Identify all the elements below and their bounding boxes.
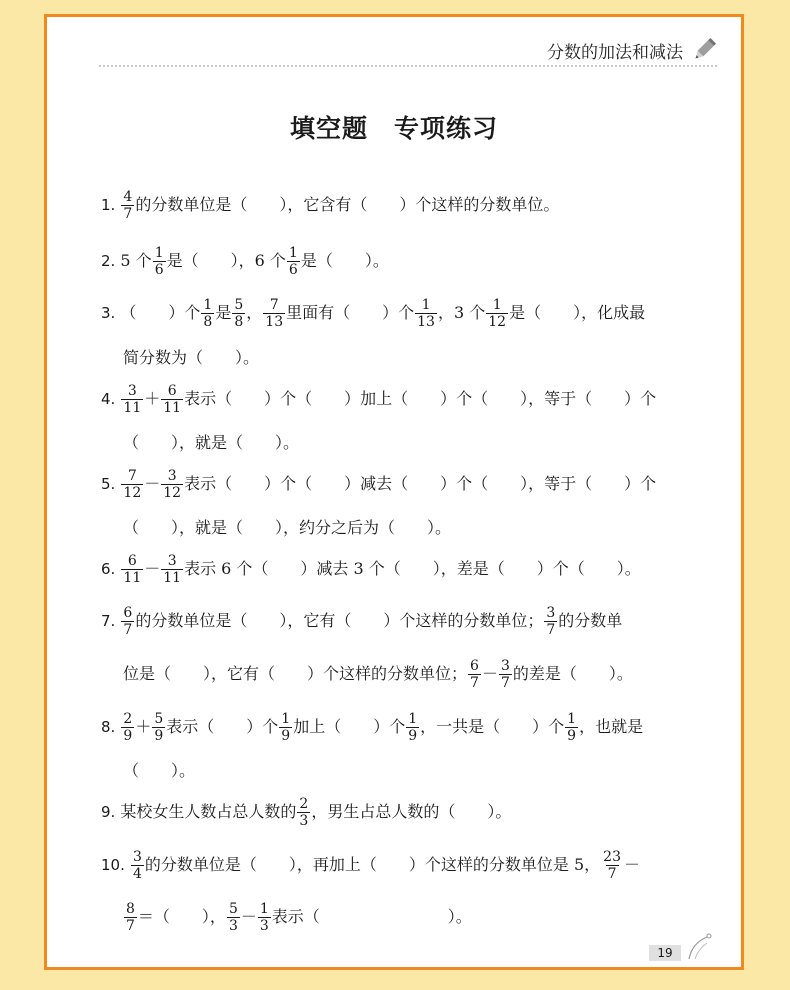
- question-number: 4.: [101, 390, 116, 408]
- numerator: 6: [123, 605, 133, 621]
- operator: ＋: [144, 389, 161, 408]
- denominator: 12: [123, 485, 142, 501]
- question-text: 5 个: [120, 251, 152, 270]
- fraction: [406, 711, 419, 744]
- fraction: [121, 553, 143, 586]
- question-9: [101, 796, 511, 829]
- question-text: 表示（ ）。: [271, 907, 472, 926]
- question-7-line-2: [123, 658, 633, 691]
- fraction: [601, 849, 623, 882]
- denominator: 3: [259, 918, 269, 934]
- question-text: 的差是（ ）。: [512, 664, 633, 683]
- operator: －: [481, 664, 498, 683]
- numerator: 6: [470, 658, 479, 674]
- numerator: 1: [408, 711, 418, 727]
- fraction: [131, 849, 144, 882]
- question-number: 5.: [101, 475, 116, 493]
- denominator: 11: [163, 400, 182, 416]
- numerator: 2: [299, 796, 309, 812]
- fraction: [297, 796, 310, 829]
- fraction: [124, 901, 137, 934]
- fraction: [263, 297, 285, 330]
- numerator: 5: [234, 297, 244, 313]
- question-text: 的分数单位是（ ），它含有（ ）个这样的分数单位。: [135, 195, 560, 214]
- numerator: 8: [126, 901, 135, 917]
- operator: ＋: [135, 717, 152, 736]
- question-text: 表示（ ）个（ ）减去（ ）个（ ），等于（ ）个: [184, 474, 657, 493]
- denominator: 6: [154, 262, 164, 278]
- fraction: [232, 297, 245, 330]
- question-text: （ ）个: [120, 303, 201, 322]
- numerator: 3: [167, 468, 177, 484]
- question-number: 1.: [101, 196, 116, 214]
- pencil-icon: [691, 37, 717, 63]
- question-text: 某校女生人数占总人数的: [120, 802, 297, 821]
- denominator: 7: [123, 622, 133, 638]
- denominator: 3: [299, 813, 309, 829]
- denominator: 9: [567, 728, 577, 744]
- fraction: [161, 468, 183, 501]
- question-10-line-2: [123, 901, 472, 934]
- question-text: 是（ ），化成最: [509, 303, 646, 322]
- question-text: 是（ ）。: [300, 251, 389, 270]
- chapter-title: 分数的加法和减法: [547, 42, 683, 63]
- question-text: 的分数单: [558, 611, 623, 630]
- question-text: 加上（ ）个: [293, 717, 406, 736]
- operator: －: [240, 907, 257, 926]
- question-1: [101, 189, 559, 222]
- question-text: 表示 6 个（ ）减去 3 个（ ），差是（ ）个（ ）。: [184, 559, 641, 578]
- question-3-line-2: 简分数为（ ）。: [123, 348, 260, 367]
- question-text: ＝（ ），: [137, 907, 226, 926]
- question-number: 2.: [101, 252, 116, 270]
- numerator: 1: [281, 711, 291, 727]
- denominator: 9: [123, 728, 133, 744]
- numerator: 3: [546, 605, 556, 621]
- denominator: 4: [132, 866, 142, 882]
- numerator: 3: [500, 658, 510, 674]
- fraction: [161, 383, 183, 416]
- denominator: 8: [234, 314, 244, 330]
- fraction: [121, 468, 143, 501]
- fraction: [287, 245, 300, 278]
- numerator: 1: [154, 245, 164, 261]
- denominator: 3: [228, 918, 238, 934]
- fraction: [153, 245, 166, 278]
- denominator: 11: [123, 400, 142, 416]
- numerator: 3: [127, 383, 137, 399]
- numerator: 1: [203, 297, 213, 313]
- worksheet-title: 填空题 专项练习: [289, 114, 498, 143]
- denominator: 7: [123, 206, 133, 222]
- fraction: [201, 297, 214, 330]
- question-text: ，男生占总人数的（ ）。: [311, 802, 512, 821]
- fraction: [121, 605, 134, 638]
- fraction: [468, 658, 481, 691]
- denominator: 8: [203, 314, 213, 330]
- denominator: 11: [123, 570, 142, 586]
- fraction: [121, 383, 143, 416]
- denominator: 13: [265, 314, 284, 330]
- question-10: [101, 849, 640, 882]
- numerator: 1: [421, 297, 431, 313]
- numerator: 6: [167, 383, 177, 399]
- page-number: 19: [649, 945, 681, 961]
- question-text: 里面有（ ）个: [286, 303, 415, 322]
- question-number: 6.: [101, 560, 116, 578]
- question-text: 的分数单位是（ ），它有（ ）个这样的分数单位；: [135, 611, 544, 630]
- fraction: [152, 711, 165, 744]
- header-divider: [99, 65, 717, 67]
- question-number: 3.: [101, 304, 116, 322]
- denominator: 7: [500, 675, 510, 691]
- numerator: 1: [288, 245, 298, 261]
- numerator: 1: [492, 297, 502, 313]
- worksheet-page: [44, 14, 744, 970]
- denominator: 13: [417, 314, 435, 330]
- question-8: [101, 711, 643, 744]
- question-text: 位是（ ），它有（ ）个这样的分数单位；: [123, 664, 468, 683]
- question-text: ，: [246, 303, 263, 322]
- fraction: [227, 901, 240, 934]
- numerator: 5: [154, 711, 164, 727]
- question-6: [101, 553, 641, 586]
- numerator: 3: [167, 553, 177, 569]
- fraction: [415, 297, 437, 330]
- question-4-line-2: （ ），就是（ ）。: [123, 433, 300, 452]
- fraction: [565, 711, 578, 744]
- swirl-decoration-icon: [685, 931, 715, 961]
- operator: －: [144, 559, 161, 578]
- question-text: ，一共是（ ）个: [420, 717, 565, 736]
- question-text: ，也就是: [579, 717, 644, 736]
- denominator: 7: [607, 866, 617, 882]
- denominator: 11: [163, 570, 182, 586]
- question-2: [101, 245, 389, 278]
- question-text: 是: [215, 303, 232, 322]
- denominator: 6: [288, 262, 298, 278]
- numerator: 2: [123, 711, 133, 727]
- denominator: 9: [281, 728, 291, 744]
- question-number: 9.: [101, 803, 116, 821]
- question-4: [101, 383, 656, 416]
- fraction: [258, 901, 271, 934]
- numerator: 3: [132, 849, 142, 865]
- numerator: 6: [127, 553, 137, 569]
- question-8-line-2: （ ）。: [123, 761, 196, 780]
- denominator: 7: [470, 675, 479, 691]
- question-text: 表示（ ）个（ ）加上（ ）个（ ），等于（ ）个: [184, 389, 657, 408]
- fraction: [279, 711, 292, 744]
- numerator: 1: [259, 901, 269, 917]
- fraction: [161, 553, 183, 586]
- numerator: 7: [269, 297, 279, 313]
- numerator: 1: [567, 711, 577, 727]
- question-7: [101, 605, 622, 638]
- question-number: 10.: [101, 856, 125, 874]
- fraction: [544, 605, 557, 638]
- fraction: [121, 189, 134, 222]
- denominator: 9: [154, 728, 164, 744]
- question-5: [101, 468, 656, 501]
- denominator: 7: [126, 918, 135, 934]
- fraction: [499, 658, 512, 691]
- page-header: [547, 37, 717, 63]
- question-3: [101, 297, 645, 330]
- denominator: 12: [488, 314, 507, 330]
- question-text: ，3 个: [437, 303, 486, 322]
- numerator: 5: [228, 901, 238, 917]
- question-number: 8.: [101, 718, 116, 736]
- denominator: 12: [163, 485, 182, 501]
- denominator: 9: [408, 728, 418, 744]
- question-number: 7.: [101, 612, 116, 630]
- fraction: [486, 297, 508, 330]
- operator: －: [623, 855, 640, 874]
- numerator: 7: [127, 468, 137, 484]
- numerator: 4: [123, 189, 133, 205]
- numerator: 23: [603, 849, 621, 865]
- fraction: [121, 711, 134, 744]
- question-text: 是（ ），6 个: [166, 251, 286, 270]
- denominator: 7: [546, 622, 556, 638]
- operator: －: [144, 474, 161, 493]
- question-5-line-2: （ ），就是（ ），约分之后为（ ）。: [123, 518, 452, 537]
- question-text: 表示（ ）个: [166, 717, 279, 736]
- question-text: 的分数单位是（ ），再加上（ ）个这样的分数单位是 5，: [144, 855, 601, 874]
